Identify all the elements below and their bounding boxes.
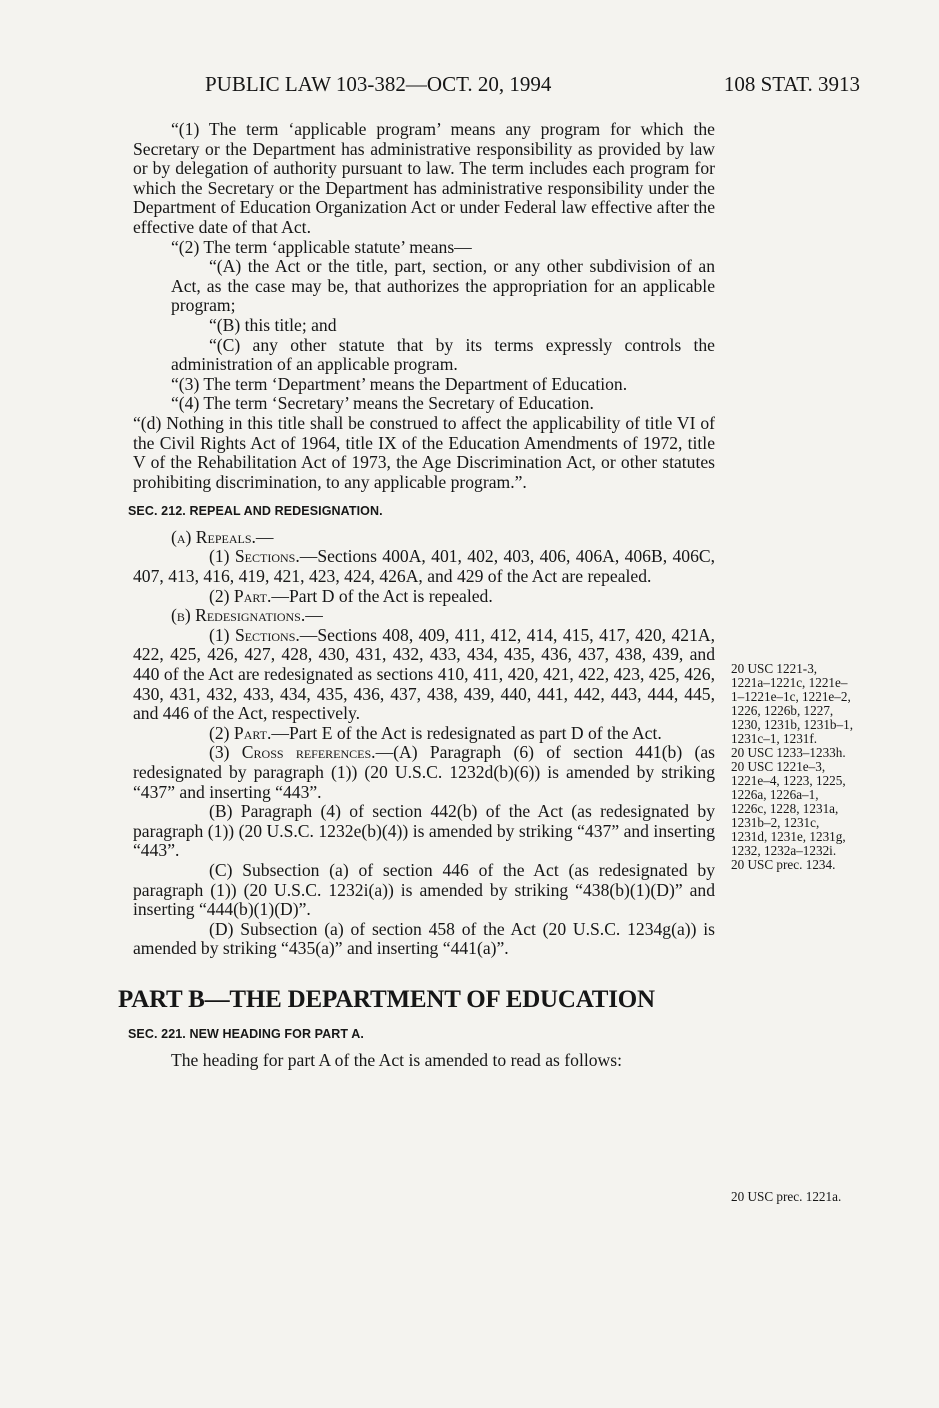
- page-header: [205, 72, 860, 102]
- definition-2c: “(C) any other statute that by its terms expressly controls the administration of an applicable program.: [171, 334, 715, 375]
- paragraph-a1-text: Sections 400A, 401, 402, 403, 406, 406A, 406B, 406C, 407, 413, 416, 419, 421, 423, 424, 426A, and 429 of the Act are repealed.: [133, 546, 715, 587]
- definition-1: “(1) The term ‘applicable program’ means any program for which the Secretary or the Department has administrative responsibility as provided by law or by delegation of authority pursuant to law. The term includes each program for which the Secretary or the Department has administrative responsibility under the Department of Education Organization Act or under Federal law effective after the effective date of that Act.: [133, 119, 715, 237]
- margin-note-4: 20 USC prec. 1234.: [731, 857, 836, 872]
- paragraph-b2-title: (2) Part.—: [209, 722, 289, 743]
- section-221-text: The heading for part A of the Act is amended to read as follows:: [171, 1049, 622, 1070]
- definition-2: “(2) The term ‘applicable statute’ means—: [171, 236, 472, 257]
- main-text: [118, 119, 716, 1070]
- subsection-a-label: [133, 528, 715, 548]
- paragraph-b1-title: (1) Sections.—: [209, 624, 318, 645]
- part-b-heading: PART B—THE DEPARTMENT OF EDUCATION: [118, 985, 655, 1013]
- subsection-b-label: [133, 606, 715, 626]
- paragraph-b3-D: (D) Subsection (a) of section 458 of the Act (20 U.S.C. 1234g(a)) is amended by striking “435(a)” and inserting “441(a)”.: [133, 918, 715, 959]
- paragraph-b3-B: (B) Paragraph (4) of section 442(b) of the Act (as redesignated by paragraph (1)) (20 U.S.C. 1232e(b)(4)) is amended by striking “437” and inserting “443”.: [133, 801, 715, 861]
- section-221-heading: SEC. 221. NEW HEADING FOR PART A.: [128, 1026, 364, 1041]
- subsection-b-title: (b) Redesignations.—: [171, 605, 323, 626]
- paragraph-b1-text: Sections 408, 409, 411, 412, 414, 415, 417, 420, 421A, 422, 425, 426, 427, 428, 430, 431, 432, 433, 434, 435, 436, 437, 438, 439, and 440 of the Act are redesignated as sections 410, 411, 420, 421, 422, 423, 425, 426, 430, 431, 432, 433, 434, 435, 436, 437, 438, 439, 440, 441, 442, 443, 444, 445, and 446 of the Act, respectively.: [133, 624, 715, 724]
- paragraph-b3-text: (A) Paragraph (6) of section 441(b) (as redesignated by paragraph (1)) (20 U.S.C. 1232d(b)(6)) is amended by striking “437” and inserting “443”.: [133, 742, 716, 802]
- paragraph-b3-title: (3) Cross references.—: [209, 742, 394, 763]
- margin-note-part-a-heading: [731, 1190, 856, 1204]
- paragraph-b2-text: Part E of the Act is redesignated as part D of the Act.: [288, 722, 662, 743]
- paragraph-a2-text: Part D of the Act is repealed.: [288, 585, 493, 606]
- definition-3: “(3) The term ‘Department’ means the Department of Education.: [171, 373, 628, 394]
- paragraph-a2-title: (2) Part.—: [209, 585, 289, 606]
- paragraph-b3: [133, 743, 715, 802]
- margin-note-3: 20 USC 1221e–3, 1221e–4, 1223, 1225, 1226a, 1226a–1, 1226c, 1228, 1231a, 1231b–2, 1231c, 1231d, 1231e, 1231g, 1232, 1232a–1232i.: [731, 759, 846, 858]
- definition-4: “(4) The term ‘Secretary’ means the Secretary of Education.: [171, 393, 594, 414]
- subsection-a-title: (a) Repeals.—: [171, 526, 274, 547]
- header-title: PUBLIC LAW 103-382—OCT. 20, 1994: [205, 72, 552, 96]
- margin-note-2: 20 USC 1233–1233h.: [731, 745, 846, 760]
- margin-note-repeal-citations: [731, 662, 856, 872]
- paragraph-a1-title: (1) Sections.—: [209, 546, 318, 567]
- definition-2b: “(B) this title; and: [209, 314, 337, 335]
- section-212-heading: SEC. 212. REPEAL AND REDESIGNATION.: [128, 504, 383, 519]
- subsection-d: “(d) Nothing in this title shall be construed to affect the applicability of title VI of the Civil Rights Act of 1964, title IX of the Education Amendments of 1972, title V of the Rehabilitation Act of 1973, the Age Discrimination Act, or other statutes prohibiting discrimination, to any applicable program.”.: [133, 412, 715, 492]
- paragraph-a2: [133, 587, 715, 607]
- paragraph-b1: [133, 626, 715, 724]
- paragraph-b3-C: (C) Subsection (a) of section 446 of the Act (as redesignated by paragraph (1)) (20 U.S.C. 1232i(a)) is amended by striking “438(b)(1)(D)” and inserting “444(b)(1)(D)”.: [133, 859, 715, 920]
- paragraph-a1: [133, 547, 715, 586]
- header-stat-citation: 108 STAT. 3913: [723, 72, 860, 96]
- paragraph-b2: [133, 724, 715, 744]
- definition-2a: “(A) the Act or the title, part, section, or any other subdivision of an Act, as the case may be, that authorizes the appropriation for an applicable program;: [171, 256, 715, 316]
- margin-note-5: 20 USC prec. 1221a.: [731, 1189, 842, 1204]
- margin-note-1: 20 USC 1221-3, 1221a–1221c, 1221e–1–1221e–1c, 1221e–2, 1226, 1226b, 1227, 1230, 1231b, 1231b–1, 1231c–1, 1231f.: [731, 661, 853, 746]
